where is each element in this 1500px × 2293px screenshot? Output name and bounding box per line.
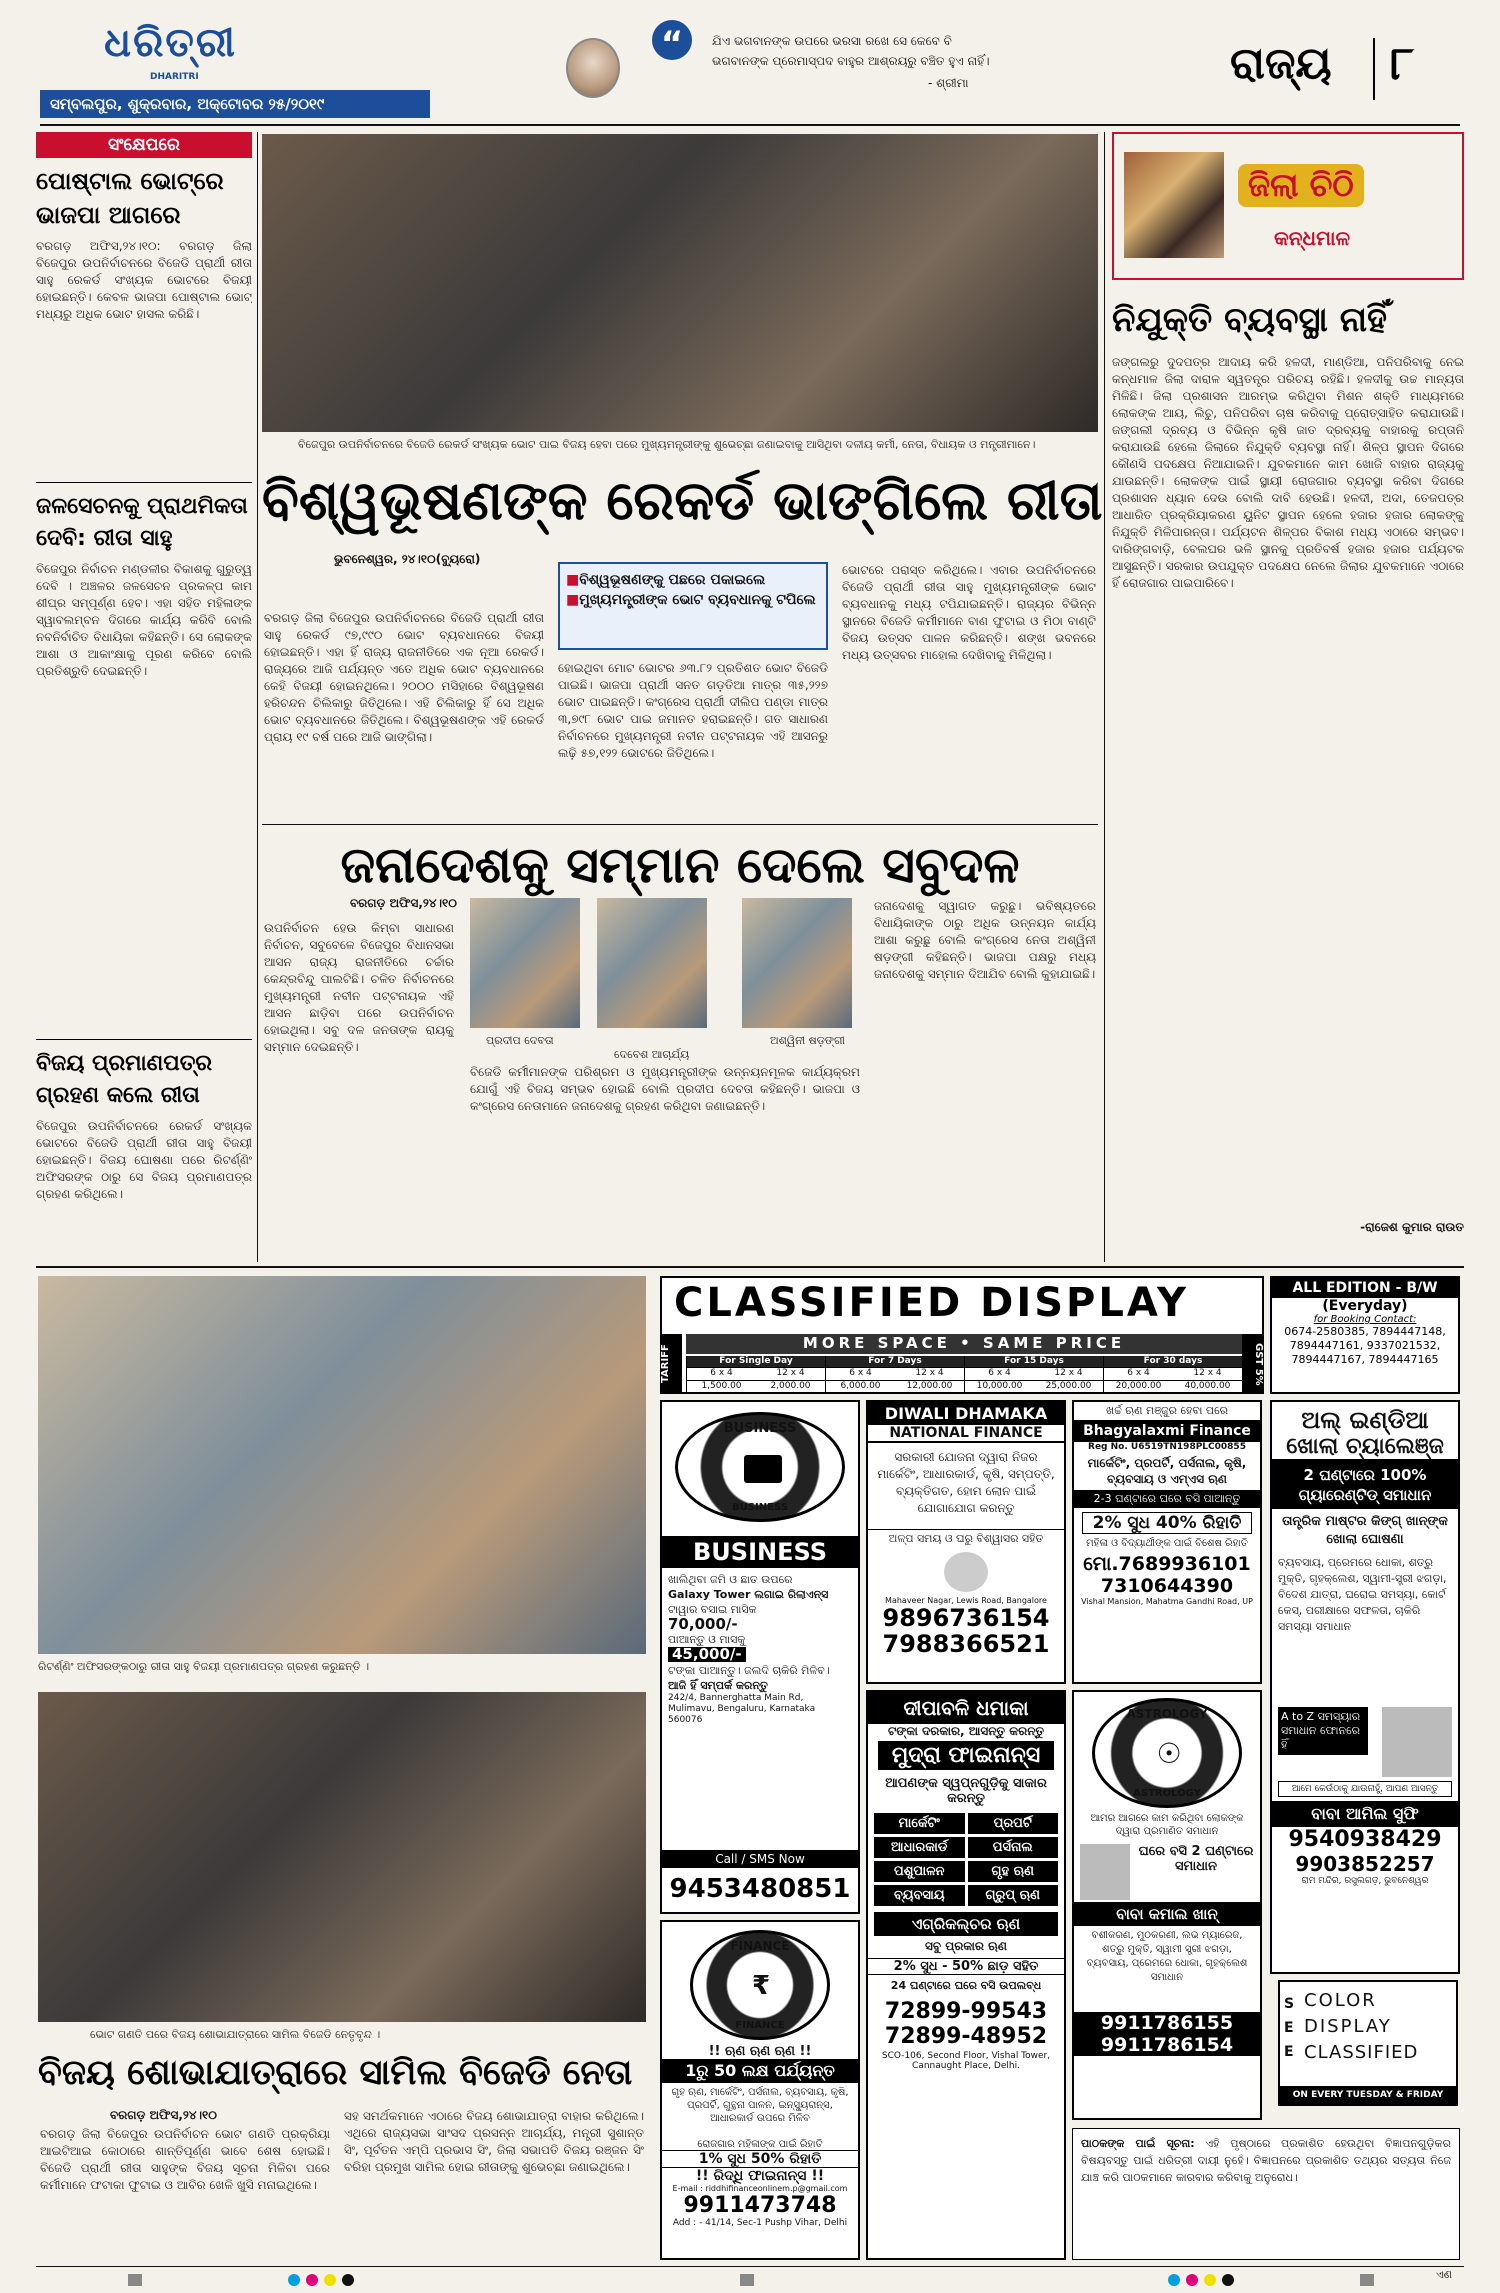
tariff-plan <box>964 1356 1103 1392</box>
brief-divider <box>36 482 252 483</box>
bottom-headline[interactable]: ବିଜୟ ଶୋଭାଯାତ୍ରାରେ ସାମିଲ ବିଜେଡି ନେତା <box>38 2053 633 2093</box>
allindia-address: ରାମ ମନ୍ଦିର, ରସୁଲଗଡ଼, ଭୁବନେଶ୍ୱର <box>1301 1876 1429 1886</box>
second-body-col-3: ଜନାଦେଶକୁ ସ୍ୱାଗତ କରୁଛୁ। ଭବିଷ୍ୟତରେ ବିଧାୟିକାଙ୍କ ଠାରୁ ଅଧିକ ଉନ୍ନୟନ କାର୍ଯ୍ୟ ଆଶା କରୁଛୁ ବୋଲି କଂଗ୍ରେସ ନେତା ଅଶ୍ୱିନୀ ଷଡ଼ଙ୍ଗୀ କହିଛନ୍ତି। ଭାଜପା ପକ୍ଷରୁ ମଧ୍ୟ ଜନାଦେଶକୁ ସମ୍ମାନ ଦିଆଯିବ ବୋଲି କୁହାଯାଇଛି। <box>874 899 1096 981</box>
second-dateline: ବରଗଡ଼ ଅଫିସ,୨୪।୧୦ <box>350 896 457 910</box>
bhagyalaxmi-body: ମାର୍କେଟିଂ, ପ୍ରପର୍ଟି, ପର୍ସନାଲ, କୃଷି, ବ୍ୟବସାୟ ଓ ଏମ୍‌ଏସ ଋଣ <box>1087 1456 1247 1486</box>
tariff-size: 6 x 4 <box>1104 1367 1173 1379</box>
reader-notice-body: ଏହି ପୃଷ୍ଠାରେ ପ୍ରକାଶିତ ହେଉଥିବା ବିଜ୍ଞାପନଗୁଡ଼ିକର ବିଷୟବସ୍ତୁ ପାଇଁ ଧରିତ୍ରୀ ଦାୟୀ ନୁହେଁ। ବିଜ୍ଞାପନରେ ପ୍ରକାଶିତ ତଥ୍ୟର ସତ୍ୟତା ନିଜେ ଯାଞ୍ଚ କରି ପାଠକମାନେ କାରବାର କରିବାକୁ ଅନୁରୋଧ। <box>1081 2137 1451 2184</box>
brief-body-irrigation: ବିଜେପୁର ନିର୍ବାଚନ ମଣ୍ଡଳୀର ବିକାଶକୁ ଗୁରୁତ୍ୱ ଦେବି । ଅଞ୍ଚଳର ଜଳସେଚନ ପ୍ରକଳ୍ପ କାମ ଶୀଘ୍ର ସମ୍ପୂର୍ଣ୍ଣ ହେବ। ଏହା ସହିତ ମହିଳାଙ୍କ ସ୍ୱାବଲମ୍ବନ ଦିଗରେ କାର୍ଯ୍ୟ କରିବି ବୋଲି ନବନିର୍ବାଚିତ ବିଧାୟିକା କହିଛନ୍ତି। ସେ ଲୋକଙ୍କ ଆଶା ଓ ଆକାଂକ୍ଷାକୁ ପୂରଣ କରିବେ ବୋଲି ପ୍ରତିଶ୍ରୁତି ଦେଇଛନ୍ତି। <box>36 562 252 678</box>
bhagyalaxmi-address: Vishal Mansion, Mahatma Gandhi Road, UP <box>1081 1597 1253 1606</box>
finance-email[interactable]: E-mail : riddhifinanceonlinem.p@gmail.com <box>672 2184 848 2193</box>
finance-emblem <box>690 1930 830 2040</box>
brief-body-postal: ବରଗଡ଼ ଅଫିସ,୨୪।୧୦: ବରଗଡ଼ ଜିଲା ବିଜେପୁର ଉପନିର୍ବାଚନରେ ବିଜେଡି ପ୍ରାର୍ଥୀ ରୀତା ସାହୁ ରେକର୍ଡ ସଂଖ୍ୟକ ଭୋଟରେ ବିଜୟୀ ହୋଇଛନ୍ତି। କେବଳ ଭାଜପା ପୋଷ୍ଟାଲ ଭୋଟ୍ ମଧ୍ୟରୁ ଅଧିକ ଭୋଟ ହାସଲ କରିଛି। <box>36 239 252 321</box>
color-side-label: SEE <box>1284 1996 1295 2060</box>
dipavali-service-cell: ବ୍ୟବସାୟ <box>874 1885 965 1906</box>
business-emblem-top: BUSINESS <box>723 1421 797 1436</box>
portrait-pradeep[interactable] <box>470 898 580 1028</box>
allindia-ad[interactable] <box>1270 1400 1460 1974</box>
section-title: ରାଜ୍ୟ <box>1230 38 1332 89</box>
portrait-caption-2: ଦେବେଶ ଆଚାର୍ଯ୍ୟ <box>614 1048 690 1061</box>
tariff-size: 6 x 4 <box>965 1367 1034 1379</box>
dipavali-address: SCO-106, Second Floor, Vishal Tower, Cannaught Place, Delhi. <box>881 2051 1051 2071</box>
dipavali-sub: ଆପଣଙ୍କ ସ୍ୱପ୍ନଗୁଡ଼ିକୁ ସାକାର କରନ୍ତୁ <box>885 1776 1047 1806</box>
finance-emblem-top: FINANCE <box>730 1939 790 1953</box>
diwali-offer: ଅଳ୍ପ ସମୟ ଓ ଘରୁ ବିଶ୍ୱାସର ସହିତ <box>868 1529 1064 1548</box>
footer-rule <box>36 2266 1464 2267</box>
tariff-plan-label: For 15 Days <box>965 1356 1103 1367</box>
brief-headline-postal[interactable]: ପୋଷ୍ଟାଲ ଭୋଟ୍‌ରେ ଭାଜପା ଆଗରେ <box>36 167 224 229</box>
district-badge: ଜିଲା ଚିଠି <box>1238 164 1364 207</box>
portrait-ashwini[interactable] <box>742 898 852 1028</box>
finance-headline: 1ରୁ 50 ଲକ୍ଷ ପର୍ଯ୍ୟନ୍ତ <box>662 2059 858 2083</box>
lead-body-col-1: ବରଗଡ଼ ଜିଲା ବିଜେପୁର ଉପନିର୍ବାଚନରେ ବିଜେଡି ପ୍ରାର୍ଥୀ ରୀତା ସାହୁ ରେକର୍ଡ ୯୭,୯୯୦ ଭୋଟ ବ୍ୟବଧାନରେ ବିଜୟୀ ହୋଇଛନ୍ତି। ଏହା ହିଁ ରାଜ୍ୟ ରାଜନୀତିରେ ଏକ ନୂଆ ରେକର୍ଡ। ରାଜ୍ୟରେ ଆଜି ପର୍ଯ୍ୟନ୍ତ ଏତେ ଅଧିକ ଭୋଟ ବ୍ୟବଧାନରେ କେହି ବିଜୟୀ ହୋଇନଥିଲେ। ୨୦୦୦ ମସିହାରେ ବିଶ୍ୱଭୂଷଣ ହରିଚନ୍ଦନ ଚିଲିକାରୁ ଜିତିଥିଲେ। ଏହି ଚିଲିକାରୁ ହିଁ ସେ ଅଧିକ ଭୋଟ ବ୍ୟବଧାନରେ ଜିତିଥିଲେ। ବିଶ୍ୱଭୂଷଣଙ୍କ ଏହି ରେକର୍ଡ ପ୍ରାୟ ୧୯ ବର୍ଷ ପରେ ଆଜି ଭାଙ୍ଗିଲା। <box>264 611 544 744</box>
business-line: ଆଜି ହିଁ ସମ୍ପର୍କ କରନ୍ତୁ <box>668 1679 768 1692</box>
allindia-guarantee: 2 ଘଣ୍ଟାରେ 100% ଗ୍ୟାରେଣ୍ଟିଡ୍ ସମାଧାନ <box>1272 1461 1458 1509</box>
astrology-headline: ଘରେ ବସି 2 ଘଣ୍ଟାରେ ସମାଧାନ <box>1138 1844 1254 1874</box>
business-emblem <box>675 1412 845 1522</box>
diwali-subtitle: NATIONAL FINANCE <box>868 1425 1064 1443</box>
dipavali-service-cell: ଗୃହ ଋଣ <box>968 1861 1059 1882</box>
tariff-size: 12 x 4 <box>1173 1367 1242 1379</box>
tariff-size: 6 x 4 <box>687 1367 756 1379</box>
second-body-col-1: ଉପନିର୍ବାଚନ ହେଉ କିମ୍ବା ସାଧାରଣ ନିର୍ବାଚନ, ସବୁବେଳେ ବିଜେପୁର ବିଧାନସଭା ଆସନ ରାଜ୍ୟ ରାଜନୀତିରେ ଚର୍ଚ୍ଚାର କେନ୍ଦ୍ରବିନ୍ଦୁ ପାଲଟିଛି। ଚଳିତ ନିର୍ବାଚନରେ ମୁଖ୍ୟମନ୍ତ୍ରୀ ନବୀନ ପଟ୍ଟନାୟକ ଏହି ଆସନ ଛାଡ଼ିବା ପରେ ଉପନିର୍ବାଚନ ହୋଇଥିଲା। ସବୁ ଦଳ ଜନତାଙ୍କ ରାୟକୁ ସମ୍ମାନ ଦେଇଛନ୍ତି। <box>264 921 454 1054</box>
tariff-plan <box>686 1356 825 1392</box>
business-line: ପାଆନ୍ତୁ ଓ ମାସକୁ <box>668 1633 746 1646</box>
business-line: Galaxy Tower ଲଗାଇ ରିଲାଏନ୍ସ <box>668 1588 829 1601</box>
rupee-icon: ₹ <box>751 1971 771 2001</box>
briefs-column <box>36 132 252 1262</box>
dateline: ସମ୍ବଲପୁର, ଶୁକ୍ରବାର, ଅକ୍ଟୋବର ୨୫/୨୦୧୯ <box>50 95 325 113</box>
newspaper-logo-sub: DHARITRI <box>150 72 199 82</box>
certificate-photo[interactable] <box>38 1276 646 1654</box>
edition-title: ALL EDITION - B/W <box>1272 1278 1458 1298</box>
quote-line-1: ଯିଏ ଭଗବାନଙ୍କ ଉପରେ ଭରସା ରଖେ ସେ କେବେ ବି <box>712 34 952 48</box>
dipavali-service-cell: ମାର୍କେଟିଂ <box>874 1813 965 1834</box>
reader-notice-text <box>1073 2129 1459 2192</box>
dipavali-agri: ଏଗ୍ରିକଲ୍ଚର ଋଣ <box>874 1912 1058 1936</box>
district-place: କନ୍ଧମାଳ <box>1274 226 1351 250</box>
page-number: ୮ <box>1390 36 1415 90</box>
allindia-atoz: A to Z ସମସ୍ୟାର ସମାଧାନ ଫୋନରେ ହିଁ <box>1278 1707 1368 1755</box>
booking-phones[interactable]: 0674-2580385, 7894447148, 7894447161, 9337021532, 7894447167, 7894447165 <box>1284 1325 1446 1366</box>
tariff-price: 1,500.00 <box>687 1380 756 1392</box>
business-amount: 70,000/- <box>668 1615 738 1633</box>
dipavali-service-cell: ଆଧାରକାର୍ଡ <box>874 1837 965 1858</box>
allindia-sub: ତାନ୍ତ୍ରିକ ମାଷ୍ଟର କିଙ୍ଗ୍ ଖାନ୍‌ଙ୍କ ଖୋଲା ଘୋଷଣା <box>1282 1514 1448 1547</box>
tariff-plan-label: For Single Day <box>687 1356 825 1367</box>
business-line: ଖାଲିଥିବା ଜମି ଓ ଛାତ ଉପରେ <box>668 1573 793 1586</box>
allindia-phone-2[interactable]: 9903852257 <box>1295 1852 1435 1876</box>
dipavali-rate: 2% ସୁଧ - 50% ଛାଡ଼ ସହିତ <box>868 1958 1064 1975</box>
district-banner <box>1112 132 1464 280</box>
gst-label: GST 5% <box>1242 1334 1264 1394</box>
dipavali-service-cell: ପଶୁପାଳନ <box>874 1861 965 1882</box>
tariff-size: 12 x 4 <box>1034 1367 1103 1379</box>
newspaper-logo[interactable]: ଧରିତ୍ରୀ <box>104 20 237 66</box>
booking-label: for Booking Contact: <box>1313 1314 1417 1325</box>
tariff-price: 2,000.00 <box>756 1380 825 1392</box>
column-rule <box>1104 132 1105 1262</box>
briefcase-icon <box>744 1455 782 1483</box>
bhagyalaxmi-top: ଖର୍ଚ୍ଚ ଋଣ ମଞ୍ଜୁର ହେବା ପରେ <box>1105 1404 1229 1417</box>
finance-note: ରୋଜଗାର ମହିଳାଙ୍କ ପାଇଁ ରିହାତି <box>697 2139 823 2150</box>
finance-company: !! ରିଦ୍ଧି ଫାଇନାନ୍ସ !! <box>695 2168 825 2184</box>
zodiac-icon: ☉ <box>1156 1737 1182 1770</box>
tariff-size: 12 x 4 <box>756 1367 825 1379</box>
allindia-title: ଅଲ୍ ଇଣ୍ଡିଆ <box>1301 1406 1429 1434</box>
classified-header <box>660 1276 1264 1394</box>
allindia-name: ବାବା ଆମିଲ ସୁଫି <box>1272 1801 1458 1827</box>
registration-block <box>1360 2274 1374 2286</box>
allindia-challenge: ଖୋଲା ଚ୍ୟାଲେଞ୍ଜ <box>1272 1434 1458 1461</box>
lead-body-col-2: ହୋଇଥିବା ମୋଟ ଭୋଟର ୬୩.୮୨ ପ୍ରତିଶତ ଭୋଟ ବିଜେଡି ପାଇଛି। ଭାଜପା ପ୍ରାର୍ଥୀ ସନତ ଗଡ଼ତିଆ ମାତ୍ର ୩୫,୨୨୭ ଭୋଟ ପାଇଛନ୍ତି। କଂଗ୍ରେସ ପ୍ରାର୍ଥୀ ଦୀଲିପ ପଣ୍ଡା ମାତ୍ର ୩,୭୯୮ ଭୋଟ ପାଇ ଜମାନତ ହରାଇଛନ୍ତି। ଗତ ସାଧାରଣ ନିର୍ବାଚନରେ ମୁଖ୍ୟମନ୍ତ୍ରୀ ନବୀନ ପଟ୍ଟନାୟକ ଏହି ଆସନରୁ ଲଢ଼ି ୫୭,୧୨୨ ଭୋଟରେ ଜିତିଥିଲେ। <box>558 661 828 760</box>
astrology-phone-2[interactable]: 9911786154 <box>1074 2034 1260 2056</box>
district-photo <box>1124 152 1224 258</box>
allindia-body: ବ୍ୟବସାୟ, ପ୍ରେମରେ ଧୋକା, ଶତ୍ରୁ ମୁକ୍ତି, ଗୃହକ୍ଲେଶ, ସ୍ୱାମୀ-ସ୍ତ୍ରୀ ଝଗଡ଼ା, ବିଦେଶ ଯାତ୍ରା, ଘରୋଇ ସମସ୍ୟା, କୋର୍ଟ କେସ୍, ପରୀକ୍ଷାରେ ସଫଳତା, ଚାକିରି ସମସ୍ୟା ସମାଧାନ <box>1278 1556 1447 1633</box>
astrology-emblem-bottom: ASTROLOGY <box>1133 1788 1201 1799</box>
allindia-note: ଆମେ କେଉଁଠାକୁ ଯାଉନାହୁଁ, ଆପଣ ଆସନ୍ତୁ <box>1278 1781 1452 1797</box>
bhagyalaxmi-phone-2[interactable]: 7310644390 <box>1100 1575 1234 1597</box>
quote-icon: “ <box>652 20 692 60</box>
astrology-top: ଆମର ଆଗରେ କାମ କରିଥିବା ଲୋକଙ୍କ ଦ୍ୱାରା ପ୍ରମାଣିତ ସମାଧାନ <box>1090 1813 1244 1837</box>
business-amount: 45,000/- <box>668 1647 746 1662</box>
more-space-banner: MORE SPACE • SAME PRICE <box>686 1334 1242 1354</box>
astrology-phone-1[interactable]: 9911786155 <box>1074 2012 1260 2034</box>
dipavali-docs: ସବୁ ପ୍ରକାର ଋଣ <box>925 1939 1007 1953</box>
reader-notice <box>1072 2128 1460 2260</box>
allindia-phone-1[interactable]: 9540938429 <box>1288 1827 1442 1852</box>
lead-highlight-1: ■ବିଶ୍ୱଭୂଷଣଙ୍କୁ ପଛରେ ପକାଇଲେ <box>566 572 766 588</box>
finance-items: ଗୃହ ଋଣ, ମାର୍କେଟିଂ, ପର୍ସନାଲ, ବ୍ୟବସାୟ, କୃଷି, ପ୍ରପର୍ଟି, ଗୁନ୍ଥନା ପାଳନ, ଇନ୍‌ସ୍ୟୁରାନ୍ସ, ଆଧାରକାର୍ଡ ଉପରେ ମିଳିବ <box>671 2087 849 2124</box>
quote-line-2: ଭଗବାନଙ୍କ ପ୍ରେମାସ୍ପଦ ବାହୁର ଆଶ୍ରୟରୁ ବଞ୍ଚିତ ହୁଏ ନାହିଁ। <box>712 54 990 68</box>
registration-cyan <box>1168 2274 1180 2286</box>
tariff-plan-label: For 30 days <box>1104 1356 1242 1367</box>
quote-author: - ଶ୍ରୀମା <box>928 76 969 90</box>
registration-block <box>740 2274 754 2286</box>
dipavali-ad[interactable] <box>866 1690 1066 2260</box>
lead-highlights-box <box>558 562 828 650</box>
second-headline[interactable]: ଜନାଦେଶକୁ ସମ୍ମାନ ଦେଲେ ସବୁଦଳ <box>340 836 1020 894</box>
astrology-emblem-top: ASTROLOGY <box>1126 1707 1208 1721</box>
finance-emblem-bottom: FINANCE <box>735 2020 785 2031</box>
bottom-body-col-1: ବରଗଡ଼ ଜିଲା ବିଜେପୁର ଉପନିର୍ବାଚନ ଭୋଟ ଗଣତି ପ୍ରକ୍ରିୟା ଆଇଟିଆଇ କୋଠାରେ ଶାନ୍ତିପୂର୍ଣ୍ଣ ଭାବେ ଶେଷ ହୋଇଛି। ବିଜେଡି ପ୍ରାର୍ଥୀ ରୀତା ସାହୁଙ୍କ ବିଜୟ ସୂଚନା ମିଳିବା ପରେ କର୍ମୀମାନେ ଫଟାକା ଫୁଟାଇ ଓ ଆବିର ଖେଳି ଖୁସି ମନାଇଥିଲେ। <box>40 2127 330 2192</box>
business-address: 242/4, Bannerghatta Main Rd, Mulimavu, Bengaluru, Karnataka 560076 <box>668 1693 816 1725</box>
diwali-phone-1[interactable]: 9896736154 <box>882 1604 1050 1632</box>
dipavali-brand: ମୁଦ୍ରା ଫାଇନାନ୍ସ <box>878 1741 1054 1770</box>
registration-yellow <box>1204 2274 1216 2286</box>
column-rule <box>257 132 258 1262</box>
registration-magenta <box>306 2274 318 2286</box>
bhagyalaxmi-tag: 2-3 ଘଣ୍ଟାରେ ଘରେ ବସି ପାଆନ୍ତୁ <box>1074 1490 1260 1508</box>
registration-cyan <box>288 2274 300 2286</box>
dipavali-phone-2[interactable]: 72899-48952 <box>884 2024 1048 2049</box>
business-line: ଟଙ୍କା ପାଆନ୍ତୁ। ଜଲଦି ଚାକିରି ମିଳିବ। <box>668 1664 830 1677</box>
diwali-body: ସରକାରୀ ଯୋଜନା ଦ୍ୱାରା ନିଜର ମାର୍କେଟିଂ, ଆଧାରକାର୍ଡ, କୃଷି, ସମ୍ପତ୍ତି, ବ୍ୟକ୍ତିଗତ, ହୋମ ଲୋନ ପାଇଁ ଯୋଗାଯୋଗ କରନ୍ତୁ <box>877 1450 1055 1515</box>
brief-body-certificate: ବିଜେପୁର ଉପନିର୍ବାଚନରେ ରେକର୍ଡ ସଂଖ୍ୟକ ଭୋଟରେ ବିଜେଡି ପ୍ରାର୍ଥୀ ରୀତା ସାହୁ ବିଜୟୀ ହୋଇଛନ୍ତି। ବିଜୟ ଘୋଷଣା ପରେ ରିଟର୍ଣ୍ଣିଂ ଅଫିସରଙ୍କ ଠାରୁ ସେ ବିଜୟ ପ୍ରମାଣପତ୍ର ଗ୍ରହଣ କରିଥିଲେ। <box>36 1119 252 1201</box>
district-body: ଜଙ୍ଗଲରୁ ଦୁଦପତ୍ର ଆଦାୟ କରି ହଳଦୀ, ମାଣ୍ଡିଆ, ପନିପରିବାକୁ ନେଇ କନ୍ଧମାଳ ଜିଲା ଦାରାଳ ସ୍ୱତନ୍ତ୍ର ପରିଚୟ ରହିଛି। ହଳଦୀକୁ ଉଚ୍ଚ ମାନ୍ୟତା ମିଳିଛି। ଜିଲା ପ୍ରଶାସନ ଆରମ୍ଭ କରିଥିବା ମିଶନ ଶକ୍ତି ମାଧ୍ୟମରେ ଲୋକଙ୍କ ଆୟ, ଲିଚୁ, ପନିପରିବା ଚାଷ କରିବାକୁ ପ୍ରୋତ୍ସାହିତ କରାଯାଉଛି। ଜଙ୍ଗଲୀ ଦ୍ରବ୍ୟ ଓ ବିଭିନ୍ନ କୃଷି ଜାତ ଦ୍ରବ୍ୟକୁ ବାହାରକୁ ରପ୍ତାନି କରାଯାଉଛି ହେଲେ ଜିଲାରେ ନିଯୁକ୍ତି ବ୍ୟବସ୍ଥା ନାହିଁ। ଶିଳ୍ପ ସ୍ଥାପନ ଦିଗରେ କୌଣସି ପଦକ୍ଷେପ ନିଆଯାଇନି। ଯୁବକମାନେ କାମ ଖୋଜି ବାହାର ରାଜ୍ୟକୁ ଯାଉଛନ୍ତି। ଲୋକଙ୍କ ପାଇଁ ସ୍ଥାୟୀ ରୋଜଗାର ବ୍ୟବସ୍ଥା କରିବା ଦିଗରେ ପ୍ରଶାସନ ଧ୍ୟାନ ଦେଉ ବୋଲି ଦାବି ହେଉଛି। ହଳଦୀ, ଅଦା, ତେଜପତ୍ର ଆଧାରିତ ପ୍ରକ୍ରିୟାକରଣ ୟୁନିଟ ସ୍ଥାପନ ହେଲେ ହଜାର ହଜାର ଲୋକଙ୍କୁ ନିଯୁକ୍ତି ମିଳିପାରନ୍ତା। ପର୍ଯ୍ୟଟନ ଶିଳ୍ପର ବିକାଶ ମଧ୍ୟ ଏଠାରେ ସମ୍ଭବ। ଦାରିଙ୍ଗବାଡ଼ି, ବେଲଘର ଭଳି ସ୍ଥାନକୁ ପ୍ରତିବର୍ଷ ହଜାର ହଜାର ପର୍ଯ୍ୟଟକ ଆସୁଛନ୍ତି। ସରକାର ଉପଯୁକ୍ତ ପଦକ୍ଷେପ ନେଲେ ଜିଲାର ଯୁବକମାନେ ଏଠାରେ ହିଁ ରୋଜଗାର ପାଇପାରିବେ। <box>1112 355 1464 590</box>
reader-notice-title: ପାଠକଙ୍କ ପାଇଁ ସୂଚନା: <box>1081 2137 1195 2150</box>
registration-block <box>128 2274 142 2286</box>
page-folio: ଏଣ <box>1436 2268 1453 2281</box>
finance-ad[interactable] <box>660 1920 860 2260</box>
tariff-price: 25,000.00 <box>1034 1380 1103 1392</box>
diwali-phone-2[interactable]: 7988366521 <box>882 1630 1050 1658</box>
business-call-label: Call / SMS Now <box>662 1850 858 1868</box>
bhagyalaxmi-phone-1[interactable]: ମୋ.7689936101 <box>1083 1553 1251 1575</box>
bottom-body-col-2: ସହ ସମର୍ଥକମାନେ ଏଠାରେ ବିଜୟ ଶୋଭାଯାତ୍ରା ବାହାର କରିଥିଲେ। ଏଥିରେ ରାଜ୍ୟସଭା ସାଂସଦ ପ୍ରସନ୍ନ ଆଚାର୍ଯ୍ୟ, ମନ୍ତ୍ରୀ ସୁଶାନ୍ତ ସିଂ, ପୂର୍ବତନ ଏମ୍‌ପି ପ୍ରଭାସ ସିଂ, ଜିଲା ସଭାପତି ବିଜୟ ରଞ୍ଜନ ସିଂ ବରିହା ପ୍ରମୁଖ ସାମିଲ ହୋଇ ରୀତାଙ୍କୁ ଶୁଭେଚ୍ଛା ଜଣାଇଥିଲେ। <box>344 2109 644 2174</box>
lead-dateline: ଭୁବନେଶ୍ୱର, ୨୪।୧୦(ବ୍ୟୁରୋ) <box>334 552 481 566</box>
dipavali-service-cell: ପର୍ସନାଲ <box>968 1837 1059 1858</box>
procession-photo[interactable] <box>38 1692 646 2022</box>
tariff-price: 12,000.00 <box>895 1380 964 1392</box>
tariff-price: 40,000.00 <box>1173 1380 1242 1392</box>
district-byline: -ରାଜେଶ କୁମାର ରାଉତ <box>1360 1220 1464 1234</box>
certificate-photo-caption: ରିଟର୍ଣ୍ଣିଂ ଅଫିସରଙ୍କଠାରୁ ରୀତା ସାହୁ ବିଜୟୀ ପ୍ରମାଣପତ୍ର ଗ୍ରହଣ କରୁଛନ୍ତି । <box>38 1660 370 1673</box>
finance-address: Add : - 41/14, Sec-1 Pushp Vihar, Delhi <box>672 2218 848 2228</box>
allindia-person-photo <box>1382 1707 1452 1777</box>
tariff-label: TARIFF <box>660 1334 682 1394</box>
finance-rate: 1% ସୁଧ 50% ରିହାତି <box>662 2150 858 2168</box>
tariff-plan-label: For 7 Days <box>826 1356 964 1367</box>
story-rule <box>262 824 1098 825</box>
briefs-label: ସଂକ୍ଷେପରେ <box>36 132 252 158</box>
finance-tagline: !! ଋଣ ଋଣ ଋଣ !! <box>708 2044 812 2059</box>
district-headline[interactable]: ନିଯୁକ୍ତି ବ୍ୟବସ୍ଥା ନାହିଁ <box>1112 300 1387 340</box>
masthead-rule <box>40 124 1460 126</box>
dipavali-services-grid <box>868 1810 1064 1909</box>
tariff-price: 6,000.00 <box>826 1380 895 1392</box>
dipavali-service-cell: ପ୍ରପର୍ଟି <box>968 1813 1059 1834</box>
diwali-title: DIWALI DHAMAKA <box>868 1402 1064 1425</box>
section-divider <box>1373 38 1375 100</box>
lead-photo[interactable] <box>262 134 1098 432</box>
lead-photo-caption: ବିଜେପୁର ଉପନିର୍ବାଚନରେ ବିଜେଡି ରେକର୍ଡ ସଂଖ୍ୟକ ଭୋଟ ପାଇ ବିଜୟ ହେବା ପରେ ମୁଖ୍ୟମନ୍ତ୍ରୀଙ୍କୁ ଶୁଭେଚ୍ଛା ଜଣାଇବାକୁ ଆସିଥିବା ଦଳୀୟ କର୍ମୀ, ନେତା, ବିଧାୟକ ଓ ମନ୍ତ୍ରୀମାନେ। <box>298 438 1036 451</box>
finance-phone[interactable]: 9911473748 <box>683 2193 837 2218</box>
diwali-ad[interactable] <box>866 1400 1066 1684</box>
business-phone[interactable]: 9453480851 <box>669 1874 851 1904</box>
author-portrait <box>566 38 620 98</box>
astrology-name: ବାବା କମାଲ ଖାନ୍ <box>1074 1902 1260 1926</box>
edition-everyday: (Everyday) <box>1322 1298 1408 1314</box>
bhagyalaxmi-title: Bhagyalaxmi Finance <box>1074 1420 1260 1442</box>
section-rule <box>36 1266 1464 1268</box>
business-emblem-bottom: BUSINESS <box>732 1502 788 1513</box>
color-line-3: CLASSIFIED <box>1304 2042 1419 2063</box>
business-line: ଟାୱାର ବସାଇ ମାସିକ <box>668 1603 757 1616</box>
portrait-debesh[interactable] <box>597 898 707 1028</box>
tariff-price: 10,000.00 <box>965 1380 1034 1392</box>
brief-headline-irrigation[interactable]: ଜଳସେଚନକୁ ପ୍ରାଥମିକତା ଦେବି: ରୀତା ସାହୁ <box>36 494 248 551</box>
registration-magenta <box>1186 2274 1198 2286</box>
dipavali-service-cell: ଗ୍ରୁପ୍ ଋଣ <box>968 1885 1059 1906</box>
color-foot: ON EVERY TUESDAY & FRIDAY <box>1280 2086 1456 2104</box>
business-ad[interactable] <box>660 1400 860 1914</box>
bhagyalaxmi-note: ମହିଳା ଓ ବିଦ୍ୟାର୍ଥୀଙ୍କ ପାଇଁ ବିଶେଷ ରିହାତି <box>1086 1538 1248 1549</box>
tariff-table <box>686 1356 1242 1392</box>
color-display-ad[interactable] <box>1278 1980 1458 2106</box>
tariff-size: 12 x 4 <box>895 1367 964 1379</box>
registration-black <box>342 2274 354 2286</box>
diwali-address: Mahaveer Nagar, Lewis Road, Bangalore <box>885 1596 1047 1605</box>
dipavali-phone-1[interactable]: 72899-99543 <box>884 1999 1048 2024</box>
lead-highlight-2: ■ମୁଖ୍ୟମନ୍ତ୍ରୀଙ୍କ ଭୋଟ ବ୍ୟବଧାନକୁ ଟପିଲେ <box>566 592 816 608</box>
registration-yellow <box>324 2274 336 2286</box>
tariff-plan <box>825 1356 964 1392</box>
astrology-emblem <box>1092 1698 1242 1808</box>
lead-body-col-3: ଭୋଟରେ ପରାସ୍ତ କରିଥିଲେ। ଏବାର ଉପନିର୍ବାଚନରେ ବିଜେଡି ପ୍ରାର୍ଥୀ ରୀତା ସାହୁ ମୁଖ୍ୟମନ୍ତ୍ରୀଙ୍କ ଭୋଟ ବ୍ୟବଧାନକୁ ମଧ୍ୟ ଟପିଯାଇଛନ୍ତି। ରାଜ୍ୟର ବିଭିନ୍ନ ସ୍ଥାନରେ ବିଜେଡି କର୍ମୀମାନେ ବାଣ ଫୁଟାଇ ଓ ମିଠା ବାଣ୍ଟି ବିଜୟ ଉତ୍ସବ ପାଳନ କରିଛନ୍ତି। ଶଙ୍ଖ ଭବନରେ ମଧ୍ୟ ଉତ୍ସବର ମାହୋଲ ଦେଖିବାକୁ ମିଳିଥିଲା। <box>842 563 1096 662</box>
color-line-1: COLOR <box>1304 1990 1377 2011</box>
astrology-ad[interactable] <box>1072 1690 1262 2120</box>
business-body <box>662 1568 858 1730</box>
classified-title: CLASSIFIED DISPLAY <box>674 1280 1189 1326</box>
astrology-services: ବଶୀକରଣ, ମୁଠକରଣୀ, ଲଭ ମ୍ୟାରେଜ, ଶତ୍ରୁ ମୁକ୍ତି, ସ୍ୱାମୀ ସ୍ତ୍ରୀ ଝଗଡ଼ା, ବ୍ୟବସାୟ, ପ୍ରେମରେ ଧୋକା, ଗୃହକ୍ଲେଶ ସମାଧାନ <box>1086 1930 1248 1983</box>
bhagyalaxmi-reg: Reg No. U6519TN198PLC00855 <box>1088 1442 1246 1452</box>
dipavali-title: ଦୀପାବଳି ଧମାକା <box>868 1692 1064 1724</box>
procession-photo-caption: ଭୋଟ ଗଣତି ପରେ ବିଜୟ ଶୋଭାଯାତ୍ରାରେ ସାମିଲ ବିଜେଡି ନେତୃବୃନ୍ଦ । <box>90 2028 381 2041</box>
color-line-2: DISPLAY <box>1304 2016 1392 2037</box>
business-title: BUSINESS <box>662 1536 858 1568</box>
second-body-col-2: ବିଜେଡି କର୍ମୀମାନଙ୍କ ପରିଶ୍ରମ ଓ ମୁଖ୍ୟମନ୍ତ୍ରୀଙ୍କ ଉନ୍ନୟନମୂଳକ କାର୍ଯ୍ୟକ୍ରମ ଯୋଗୁଁ ଏହି ବିଜୟ ସମ୍ଭବ ହୋଇଛି ବୋଲି ପ୍ରଦୀପ ଦେବତା କହିଛନ୍ତି। ଭାଜପା ଓ କଂଗ୍ରେସ ନେତାମାନେ ଜନାଦେଶକୁ ଗ୍ରହଣ କରିଥିବା ଜଣାଇଛନ୍ତି। <box>470 1065 860 1113</box>
district-column <box>1112 132 1464 1262</box>
lead-headline[interactable]: ବିଶ୍ୱଭୂଷଣଙ୍କ ରେକର୍ଡ ଭାଙ୍ଗିଲେ ରୀତା <box>262 469 1103 532</box>
astrology-person-photo <box>1080 1844 1130 1900</box>
edition-box <box>1270 1276 1460 1394</box>
bottom-dateline: ବରଗଡ଼ ଅଫିସ,୨୪।୧୦ <box>110 2108 217 2122</box>
bhagyalaxmi-rate: 2% ସୁଧ 40% ରିହାତି <box>1082 1512 1252 1534</box>
dipavali-line: ଟଙ୍କା ଦରକାର, ଆସନ୍ତୁ କରନ୍ତୁ <box>887 1724 1045 1738</box>
portrait-caption-1: ପ୍ରଦୀପ ଦେବତା <box>486 1034 554 1047</box>
diwali-person-icon <box>944 1552 988 1592</box>
masthead <box>0 0 1500 126</box>
tariff-price: 20,000.00 <box>1104 1380 1173 1392</box>
bhagyalaxmi-ad[interactable] <box>1072 1400 1262 1684</box>
tariff-size: 6 x 4 <box>826 1367 895 1379</box>
brief-headline-certificate[interactable]: ବିଜୟ ପ୍ରମାଣପତ୍ର ଗ୍ରହଣ କଲେ ରୀତା <box>36 1051 213 1108</box>
dipavali-time: 24 ଘଣ୍ଟାରେ ଘରେ ବସି ଉପଲବ୍ଧ <box>890 1979 1042 1992</box>
portrait-caption-3: ଅଶ୍ୱିନୀ ଷଡ଼ଙ୍ଗୀ <box>770 1034 845 1047</box>
brief-divider <box>36 1039 252 1040</box>
tariff-plan <box>1103 1356 1242 1392</box>
registration-black <box>1222 2274 1234 2286</box>
